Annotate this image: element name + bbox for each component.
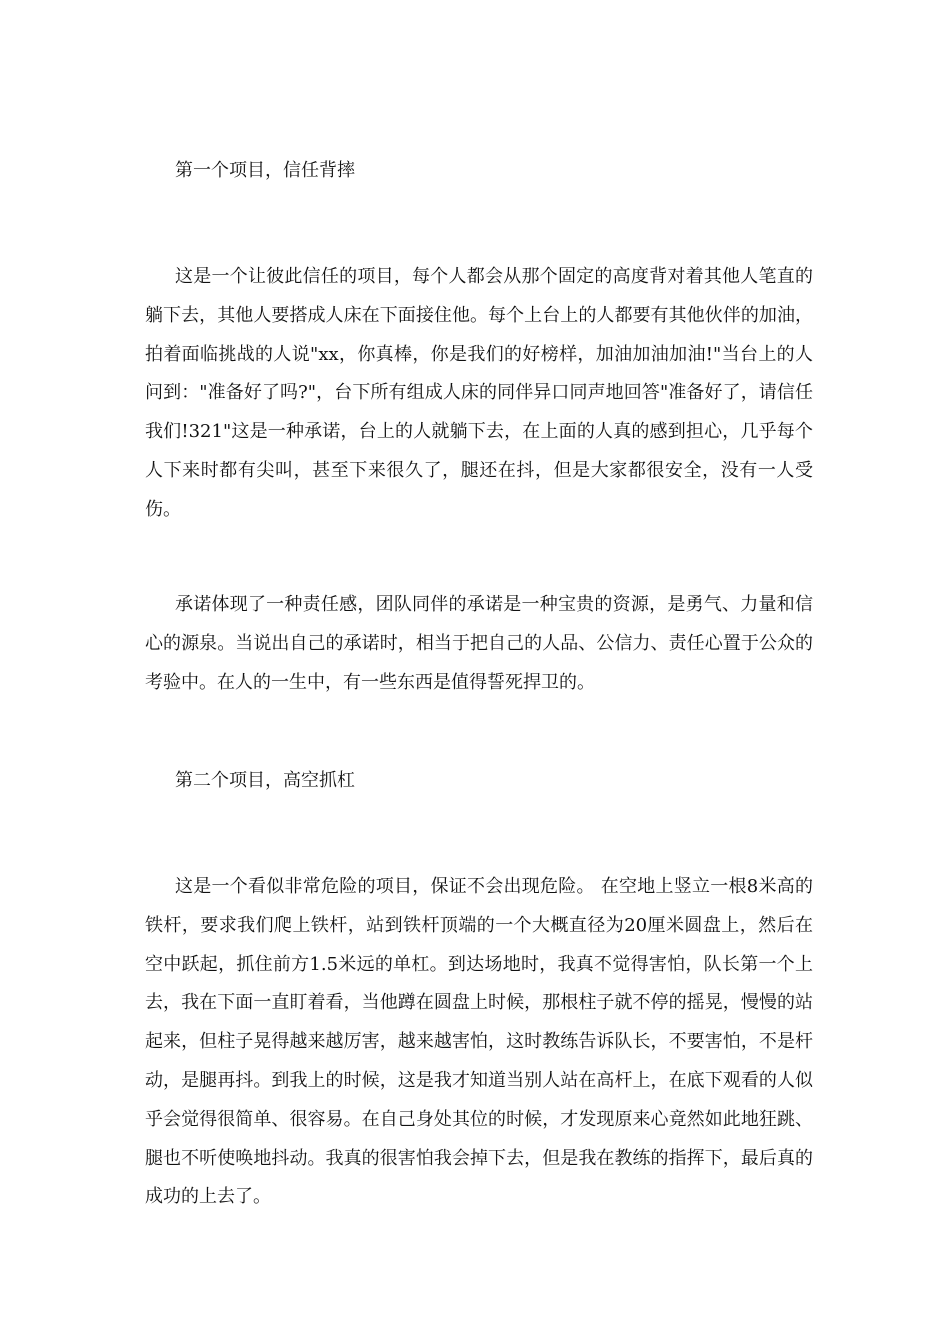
section-heading-trust-fall: 第一个项目，信任背摔 bbox=[175, 160, 355, 181]
section-heading-high-bar-grab: 第二个项目，高空抓杠 bbox=[175, 770, 355, 791]
paragraph-commitment-reflection: 承诺体现了一种责任感，团队同伴的承诺是一种宝贵的资源，是勇气、力量和信心的源泉。当说出自己的承诺时，相当于把自己的人品、公信力、责任心置于公众的考验中。在人的一生中，有一些东西是值得誓死捍卫的。 bbox=[145, 594, 813, 693]
paragraph-high-bar-description: 这是一个看似非常危险的项目，保证不会出现危险。 在空地上竖立一根8米高的铁杆，要求我们爬上铁杆，站到铁杆顶端的一个大概直径为20厘米圆盘上，然后在空中跃起，抓住前方1.5米远的单杠。到达场地时，我真不觉得害怕，队长第一个上去，我在下面一直盯着看，当他蹲在圆盘上时候，那根柱子就不停的摇晃，慢慢的站起来，但柱子晃得越来越厉害，越来越害怕，这时教练告诉队长，不要害怕，不是杆动，是腿再抖。到我上的时候，这是我才知道当别人站在高杆上，在底下观看的人似乎会觉得很简单、很容易。在自己身处其位的时候，才发现原来心竟然如此地狂跳、腿也不听使唤地抖动。我真的很害怕我会掉下去，但是我在教练的指挥下，最后真的成功的上去了。 bbox=[145, 876, 813, 1208]
paragraph-trust-fall-description: 这是一个让彼此信任的项目，每个人都会从那个固定的高度背对着其他人笔直的躺下去，其他人要搭成人床在下面接住他。每个上台上的人都要有其他伙伴的加油，拍着面临挑战的人说"xx，你真棒，你是我们的好榜样，加油加油加油!"当台上的人问到："准备好了吗?"，台下所有组成人床的同伴异口同声地回答"准备好了，请信任我们!321"这是一种承诺，台上的人就躺下去，在上面的人真的感到担心，几乎每个人下来时都有尖叫，甚至下来很久了，腿还在抖，但是大家都很安全，没有一人受伤。 bbox=[145, 266, 813, 520]
